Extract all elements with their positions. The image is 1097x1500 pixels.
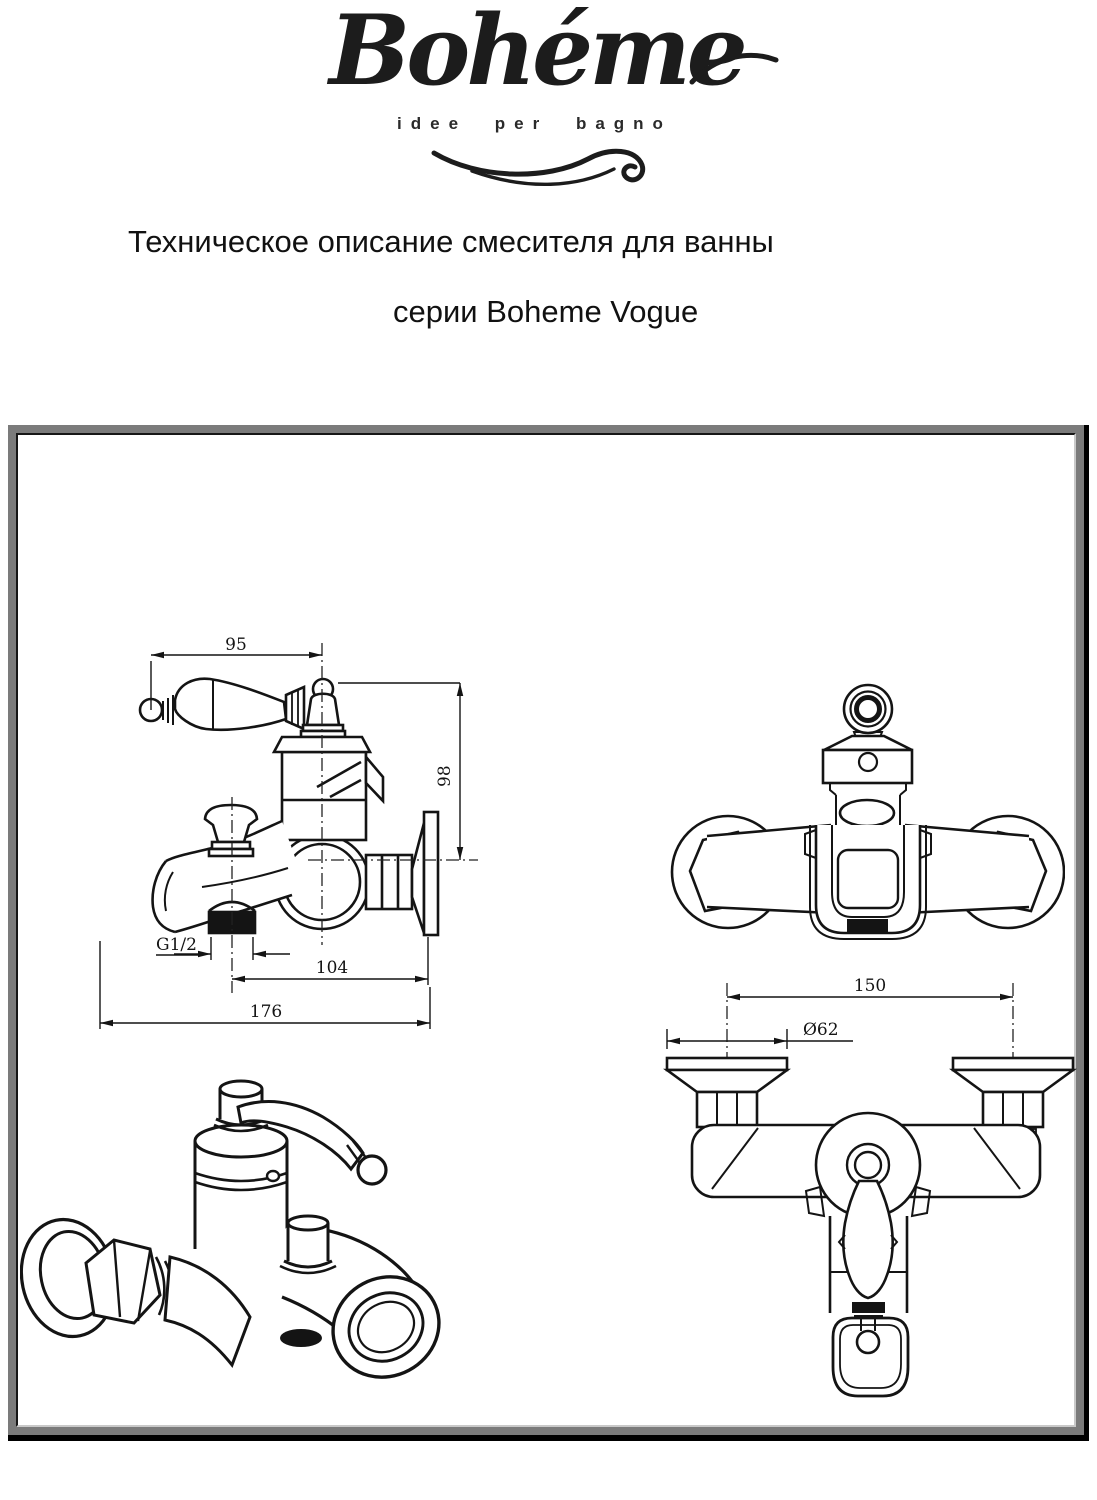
logo-flourish-swash-icon [428, 139, 654, 191]
top-view-drawing [645, 670, 1065, 965]
front-view-dimension-labels [803, 976, 886, 1040]
front-view-drawing [640, 975, 1085, 1425]
drawing-canvas [16, 433, 1076, 1427]
perspective-wall-flange [20, 1211, 172, 1346]
logo-top-swash-icon [688, 46, 780, 88]
dimension-label: 150 [853, 976, 887, 996]
document-title-line1: Техническое описание смесителя для ванны [128, 224, 774, 259]
drawing-frame-gray-border [8, 425, 1084, 1435]
top-view-central-housing [823, 685, 912, 830]
dimension-label: 104 [315, 958, 349, 978]
perspective-view-drawing [20, 1075, 450, 1437]
side-view-wall-connection [366, 812, 438, 935]
brand-wordmark: Bohéme [329, 0, 744, 107]
top-view-faucet [672, 685, 1064, 939]
perspective-elbow-pipe [165, 1257, 250, 1365]
dimension-label: Ø62 [803, 1020, 839, 1040]
drawing-frame [8, 425, 1089, 1441]
top-view-spout [805, 825, 931, 939]
side-view-body-block [282, 752, 383, 840]
side-view-drawing [70, 625, 545, 1070]
front-view-spout-bell [833, 1318, 908, 1396]
dimension-label: 95 [225, 635, 247, 655]
perspective-aerator [280, 1329, 322, 1347]
front-view-left-escutcheon [667, 1058, 787, 1135]
front-view-right-escutcheon [953, 1058, 1073, 1135]
side-view-faucet-body [140, 679, 438, 935]
front-view-dimensions [667, 997, 1013, 1049]
dimension-label: G1/2 [156, 935, 197, 955]
front-view-faucet [667, 1058, 1073, 1396]
dimension-label: 176 [249, 1002, 283, 1022]
perspective-faucet [20, 1081, 450, 1396]
side-view-diverter-knob [205, 805, 257, 856]
document-title-line2: серии Boheme Vogue [393, 294, 699, 329]
perspective-body-cylinder [195, 1125, 287, 1255]
top-view-aerator [847, 919, 888, 934]
dimension-label: 98 [435, 765, 455, 787]
brand-tagline: idee per bagno [397, 114, 672, 133]
side-view-lever-handle [140, 679, 304, 730]
